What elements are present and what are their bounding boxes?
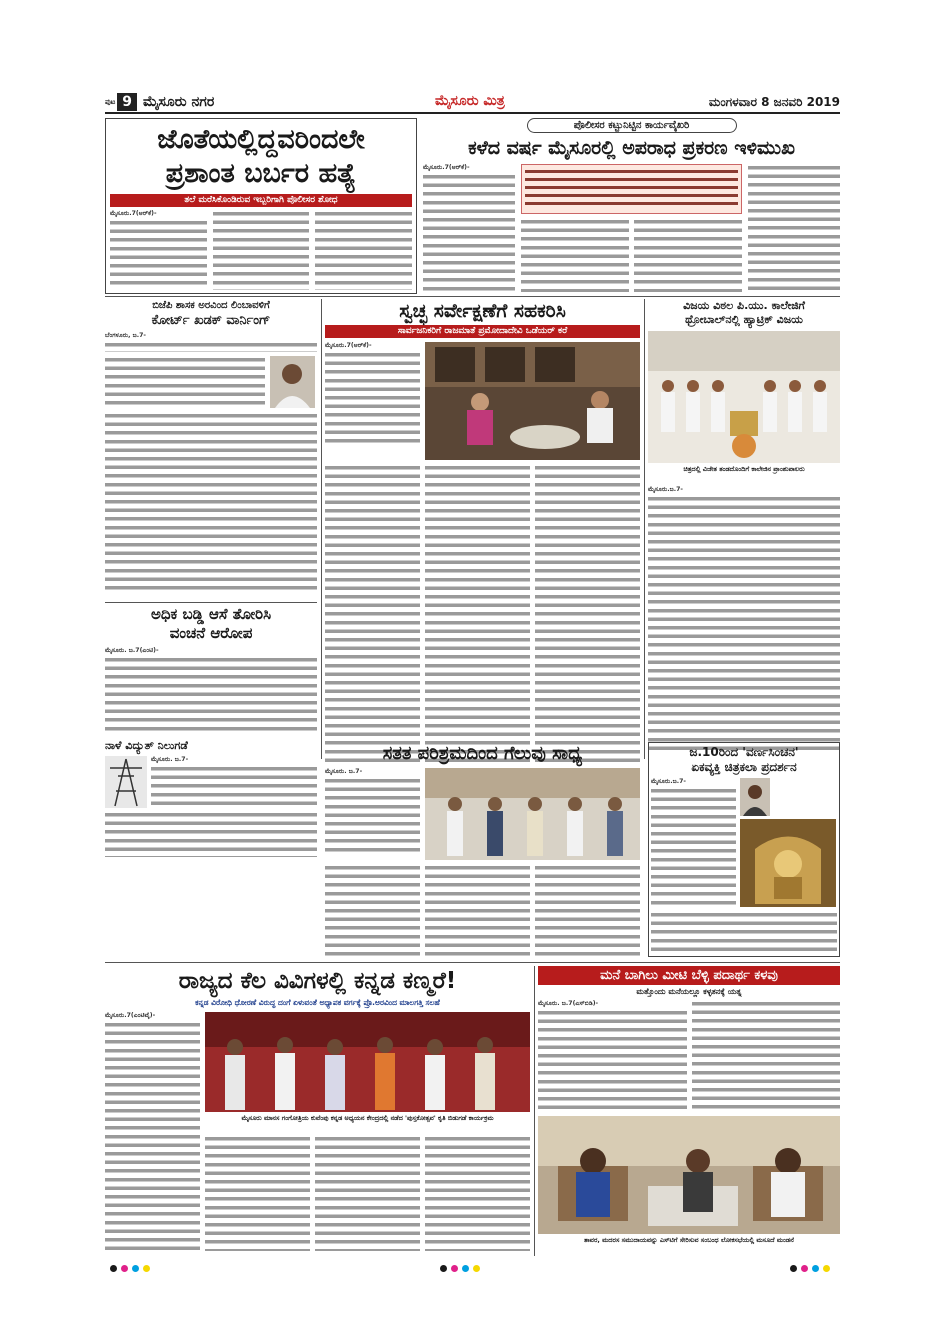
meeting-scene-icon bbox=[538, 1116, 840, 1234]
story-throwball-dateline: ಮೈಸೂರು.ಜ.7- bbox=[648, 486, 683, 493]
story-power-headline: ನಾಳೆ ವಿದ್ಯುತ್ ನಿಲುಗಡೆ bbox=[105, 739, 188, 752]
story-murder-headline-1: ಜೊತೆಯಲ್ಲಿದ್ದವರಿಂದಲೇ bbox=[157, 124, 365, 155]
section-title: ಮೈಸೂರು ನಗರ bbox=[143, 94, 215, 110]
story-theft-subhead: ಮತ್ತೊಂದು ಮನೆಯಲ್ಲೂ ಕಳ್ಳತನಕ್ಕೆ ಯತ್ನ bbox=[636, 987, 742, 996]
person-portrait-icon bbox=[270, 356, 315, 408]
divider bbox=[534, 966, 535, 1256]
story-crime-highlight-box bbox=[521, 164, 742, 214]
story-art-dateline: ಮೈಸೂರು.ಜ.7- bbox=[651, 778, 686, 785]
story-court-kicker: ಬಿಜೆಪಿ ಶಾಸಕ ಅರವಿಂದ ಲಿಂಬಾವಳಿಗೆ bbox=[152, 300, 270, 311]
meeting-caption: ತಾವರ, ಮದರಸ ಸಮುದಾಯವನ್ನು ಎಸ್‌ಟಿಗೆ ಸೇರಿಸುವ ಸಂಬಂಧ ಲೋಕಸಭೆಯಲ್ಲಿ ಮಸೂದೆ ಮಂಡನೆ bbox=[584, 1236, 794, 1244]
page-number-block bbox=[105, 92, 214, 112]
story-hard-work bbox=[325, 742, 640, 957]
story-art-exhibition bbox=[648, 742, 840, 957]
sculpture-painting-icon bbox=[740, 819, 836, 907]
story-power-cut bbox=[105, 739, 317, 859]
story-crime-col-4 bbox=[748, 164, 840, 292]
dot-cyan bbox=[812, 1265, 819, 1272]
story-crime-kicker: ಪೊಲೀಸರ ಕಟ್ಟುನಿಟ್ಟಿನ ಕಾರ್ಯವೈಖರಿ bbox=[527, 118, 737, 133]
story-swachh-col-4 bbox=[535, 464, 640, 764]
story-court-warning bbox=[105, 299, 317, 599]
story-kannada-dateline: ಮೈಸೂರು.7(ಎಂಟಿವೈ)- bbox=[105, 1012, 156, 1019]
story-throwball-headline-1: ವಿಜಯ ವಿಠಲ ಪಿ.ಯು. ಕಾಲೇಜಿಗೆ bbox=[683, 299, 805, 312]
story-hardwork-col-1 bbox=[325, 768, 420, 853]
dot-magenta bbox=[801, 1265, 808, 1272]
story-court-headline: ಕೋರ್ಟ್ ಖಡಕ್ ವಾರ್ನಿಂಗ್ bbox=[151, 313, 271, 328]
story-crime-col-1 bbox=[423, 164, 515, 292]
story-theft-col-2 bbox=[692, 1000, 841, 1112]
issue-date: ಮಂಗಳವಾರ 8 ಜನವರಿ 2019 bbox=[708, 95, 840, 109]
event-photo-icon bbox=[425, 342, 640, 460]
story-court-col-a bbox=[105, 356, 265, 408]
power-tower-icon bbox=[105, 756, 147, 808]
story-art-headline-2: ಏಕವ್ಯಕ್ತಿ ಚಿತ್ರಕಲಾ ಪ್ರದರ್ಶನ bbox=[691, 760, 797, 774]
story-power-col-b bbox=[105, 811, 317, 857]
dot-yellow bbox=[823, 1265, 830, 1272]
story-throwball bbox=[648, 299, 840, 739]
story-kannada-col-2 bbox=[205, 1135, 310, 1251]
story-hardwork-col-4 bbox=[535, 864, 640, 956]
story-hardwork-col-2 bbox=[325, 864, 420, 956]
dot-black bbox=[440, 1265, 447, 1272]
dot-magenta bbox=[451, 1265, 458, 1272]
artist-portrait-icon bbox=[740, 778, 770, 816]
story-swachh-dateline: ಮೈಸೂರು.7(ಆರ್‌ಕೆ)- bbox=[325, 342, 372, 349]
story-murder-col-3 bbox=[315, 210, 412, 290]
divider bbox=[105, 602, 317, 603]
story-swachh bbox=[325, 299, 640, 739]
story-theft-headline: ಮನೆ ಬಾಗಿಲು ಮೀಟಿ ಬೆಳ್ಳಿ ಪದಾರ್ಥ ಕಳವು bbox=[538, 966, 840, 985]
story-kannada-headline: ರಾಜ್ಯದ ಕೆಲ ವಿವಿಗಳಲ್ಲಿ ಕನ್ನಡ ಕಣ್ಮರೆ! bbox=[178, 968, 457, 994]
divider bbox=[321, 299, 322, 759]
story-hardwork-col-3 bbox=[425, 864, 530, 956]
story-murder-col-2 bbox=[213, 210, 310, 290]
divider bbox=[105, 962, 840, 963]
story-murder-col-1 bbox=[110, 210, 207, 290]
story-crime-dateline: ಮೈಸೂರು.7(ಆರ್‌ಕೆ)- bbox=[423, 164, 470, 171]
kannada-event-photo bbox=[205, 1012, 530, 1112]
story-throwball-headline-2: ಥ್ರೋಬಾಲ್‌ನಲ್ಲಿ ಹ್ಯಾಟ್ರಿಕ್ ವಿಜಯ bbox=[685, 313, 803, 326]
meeting-photo bbox=[538, 1116, 840, 1234]
story-theft-col-1 bbox=[538, 1000, 687, 1112]
throwball-caption: ಚಿತ್ರದಲ್ಲಿ ವಿಜೇತ ತಂಡದೊಂದಿಗೆ ಕಾಲೇಜಿನ ಪ್ರಾಂಶುಪಾಲರು bbox=[683, 465, 805, 473]
story-court-lead bbox=[105, 332, 317, 352]
story-crime-col-2 bbox=[521, 218, 629, 292]
dot-yellow bbox=[143, 1265, 150, 1272]
registration-dots-right bbox=[790, 1265, 830, 1272]
story-kannada-col-4 bbox=[425, 1135, 530, 1251]
story-murder-dateline: ಮೈಸೂರು.7(ಆರ್‌ಕೆ)- bbox=[110, 210, 157, 217]
story-art-headline-1: ಜ.10ರಿಂದ 'ವರ್ಣಸಿಂಚನ' bbox=[689, 745, 799, 759]
story-court-dateline: ಬೆಂಗಳೂರು, ಜ.7- bbox=[105, 332, 146, 339]
page-prefix: ಪುಟ bbox=[105, 97, 116, 106]
story-fraud bbox=[105, 605, 317, 735]
story-fraud-headline-1: ಅಧಿಕ ಬಡ್ಡಿ ಆಸೆ ತೋರಿಸಿ bbox=[150, 605, 272, 623]
story-murder-headline-2: ಪ್ರಶಾಂತ ಬರ್ಬರ ಹತ್ಯೆ bbox=[165, 158, 357, 189]
dot-cyan bbox=[462, 1265, 469, 1272]
story-crime-headline: ಕಳೆದ ವರ್ಷ ಮೈಸೂರಲ್ಲಿ ಅಪರಾಧ ಪ್ರಕರಣ ಇಳಿಮುಖ bbox=[468, 137, 795, 159]
artwork-photo bbox=[740, 819, 836, 907]
story-swachh-subhead: ಸಾರ್ವಜನಿಕರಿಗೆ ರಾಜಮಾತೆ ಪ್ರಮೋದಾದೇವಿ ಒಡೆಯರ್ ಕರೆ bbox=[325, 325, 640, 338]
dot-magenta bbox=[121, 1265, 128, 1272]
dot-cyan bbox=[132, 1265, 139, 1272]
page-number: 9 bbox=[117, 93, 137, 111]
award-event-icon bbox=[425, 768, 640, 860]
divider bbox=[105, 296, 840, 297]
story-crime-decline bbox=[423, 118, 840, 294]
newspaper-brand: ಮೈಸೂರು ಮಿತ್ರ bbox=[435, 93, 505, 109]
story-swachh-col-1 bbox=[325, 342, 420, 447]
story-theft bbox=[538, 966, 840, 1256]
story-hardwork-dateline: ಮೈಸೂರು. ಜ.7- bbox=[325, 768, 363, 775]
team-photo-icon bbox=[648, 331, 840, 463]
story-court-col-b bbox=[105, 412, 317, 592]
story-fraud-dateline: ಮೈಸೂರು. ಜ.7(ಎಂಟಿ)- bbox=[105, 647, 159, 654]
hardwork-event-photo bbox=[425, 768, 640, 860]
masthead bbox=[105, 92, 840, 114]
story-art-col-1 bbox=[651, 778, 736, 908]
kannada-caption: ಮೈಸೂರು ಮಾನಸ ಗಂಗೋತ್ರಿಯ ಕುವೆಂಪು ಕನ್ನಡ ಅಧ್ಯಯನ ಕೇಂದ್ರದಲ್ಲಿ ನಡೆದ 'ಪುಸ್ತಕೋತ್ಸವ' ಕೃತಿ ಬಿಡುಗಡೆ ಕಾರ್ಯಕ್ರಮ bbox=[241, 1114, 494, 1122]
story-kannada-col-3 bbox=[315, 1135, 420, 1251]
newspaper-page bbox=[105, 92, 840, 1262]
story-art-col-2 bbox=[651, 911, 837, 951]
story-kannada bbox=[105, 966, 530, 1256]
divider bbox=[644, 299, 645, 759]
power-tower-photo bbox=[105, 756, 147, 808]
dot-yellow bbox=[473, 1265, 480, 1272]
story-power-dateline: ಮೈಸೂರು. ಜ.7- bbox=[151, 756, 189, 763]
dot-black bbox=[790, 1265, 797, 1272]
story-fraud-body bbox=[105, 647, 317, 733]
story-hardwork-headline: ಸತತ ಪರಿಶ್ರಮದಿಂದ ಗೆಲುವು ಸಾಧ್ಯ bbox=[382, 743, 583, 764]
throwball-team-photo bbox=[648, 331, 840, 463]
story-murder bbox=[105, 118, 417, 294]
story-swachh-headline: ಸ್ವಚ್ಛ ಸರ್ವೇಕ್ಷಣೆಗೆ ಸಹಕರಿಸಿ bbox=[399, 300, 566, 322]
book-release-icon bbox=[205, 1012, 530, 1112]
story-murder-subhead: ತಲೆ ಮರೆಸಿಕೊಂಡಿರುವ ಇಬ್ಬರಿಗಾಗಿ ಪೊಲೀಸರ ಶೋಧ bbox=[110, 194, 412, 207]
dot-black bbox=[110, 1265, 117, 1272]
story-kannada-subhead: ಕನ್ನಡ ವಿರೋಧಿ ಧೋರಣೆ ವಿರುದ್ಧ ದಂಗೆ ಏಳುವಂತೆ ಅಧ್ಯಾಪಕ ವರ್ಗಕ್ಕೆ ಪ್ರೊ.ಅರವಿಂದ ಮಾಲಗತ್ತಿ ಸಲಹೆ bbox=[195, 998, 440, 1007]
registration-dots-left bbox=[110, 1265, 150, 1272]
swachh-event-photo bbox=[425, 342, 640, 460]
story-kannada-col-1 bbox=[105, 1012, 200, 1252]
story-swachh-col-3 bbox=[425, 464, 530, 764]
story-swachh-col-2 bbox=[325, 464, 420, 764]
story-crime-col-3 bbox=[634, 218, 742, 292]
story-power-col-a bbox=[151, 756, 317, 808]
legislator-photo bbox=[270, 356, 315, 408]
story-fraud-headline-2: ವಂಚನೆ ಆರೋಪ bbox=[169, 624, 253, 642]
registration-dots-center bbox=[440, 1265, 480, 1272]
story-throwball-body bbox=[648, 486, 840, 750]
artist-photo bbox=[740, 778, 770, 816]
story-theft-dateline: ಮೈಸೂರು. ಜ.7(ಎಸ್‌ಬಿಡಿ)- bbox=[538, 1000, 599, 1007]
